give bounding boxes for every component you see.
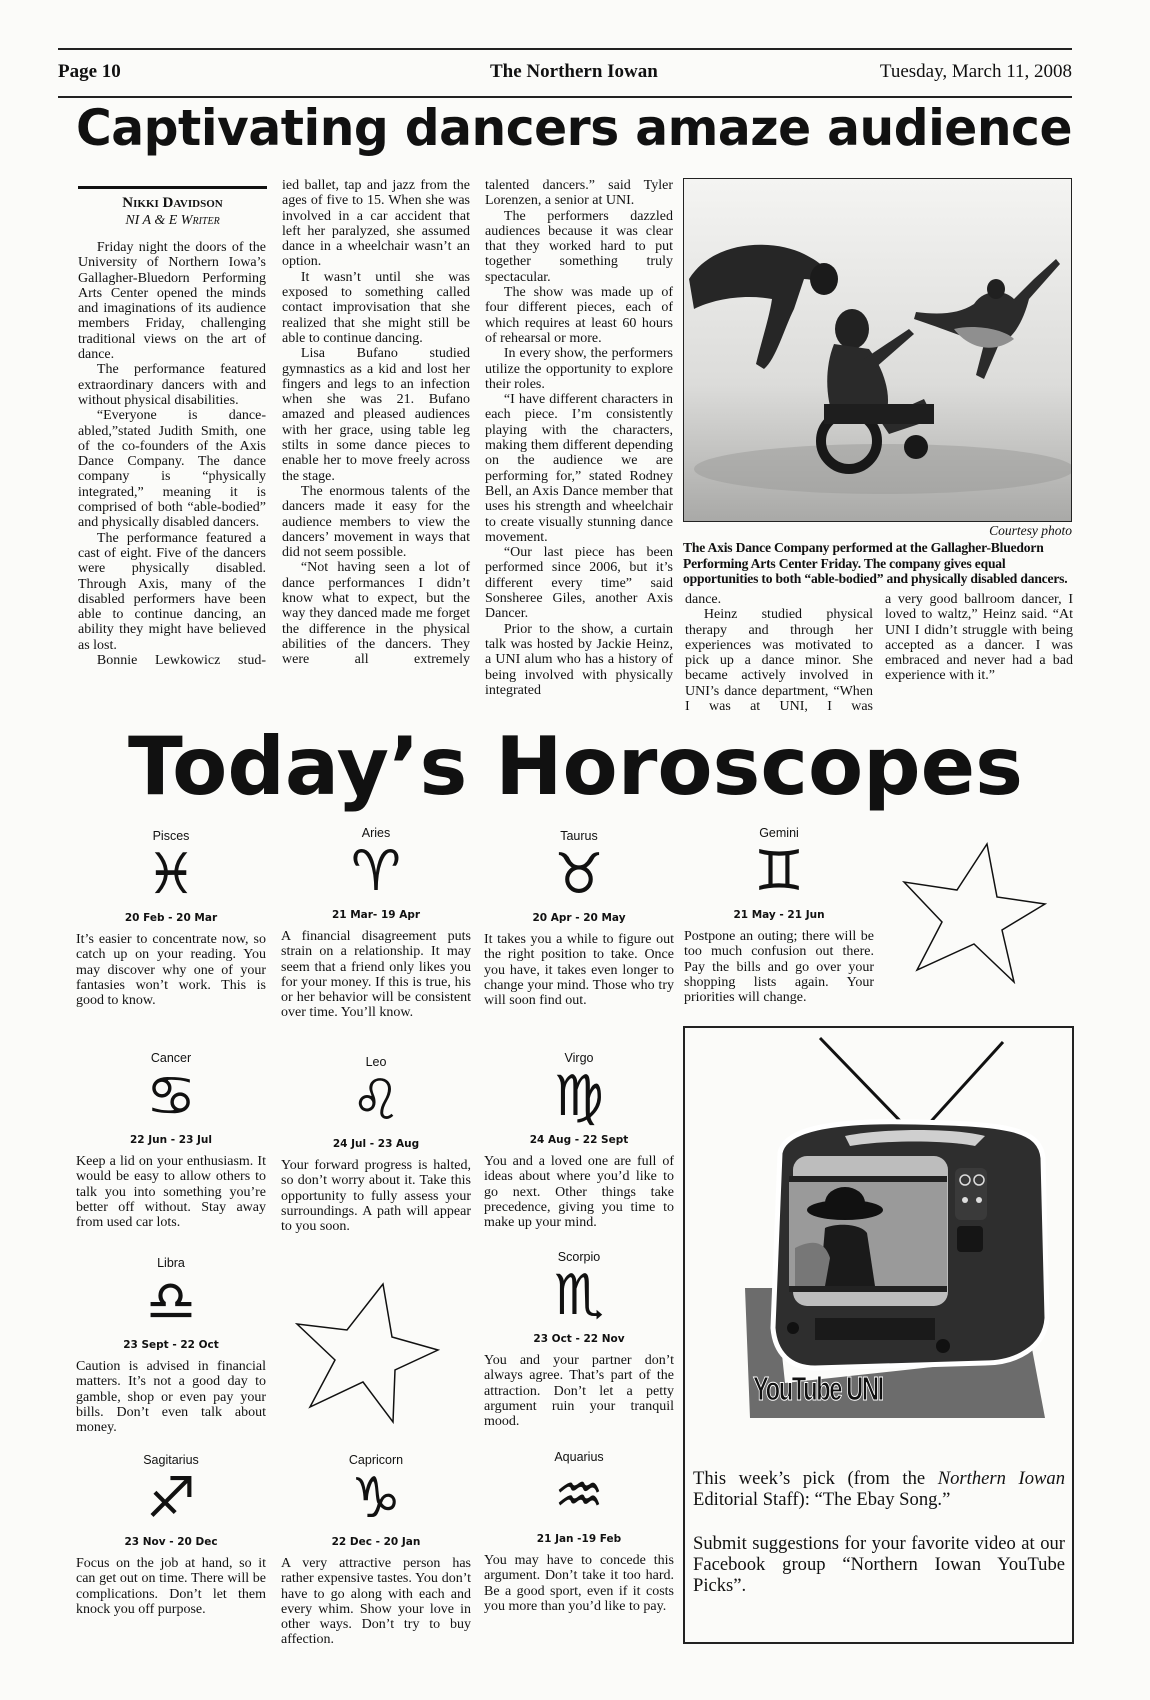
newspaper-name: The Northern Iowan [490,61,658,82]
horoscope-pisces [76,829,266,1008]
youtube-uni-box [683,1026,1074,1644]
star-icon [902,842,1047,984]
sign-name: Leo [365,1055,387,1069]
sign-name: Cancer [150,1051,192,1065]
aquarius-icon: ♒︎ [553,1463,605,1528]
horoscope-capricorn [281,1453,471,1648]
paragraph: a very good ballroom dancer, I loved to waltz,” Heinz said. “At UNI I didn’t struggle with being accepted as a dancer. I was embraced and never had a bad experience with it.” [885,592,1073,684]
paragraph: The enormous talents of the dancers made it easy for the audience members to view the dancers’ movement in ways that did not seem possible. [282,483,470,561]
article-column-1 [78,240,266,668]
sign-dates: 21 May - 21 Jun [733,909,825,921]
horoscope-taurus [484,829,674,1008]
scorpio-icon: ♏︎ [553,1263,605,1328]
paragraph: Friday night the doors of the University of Northern Iowa’s Gallagher-Bluedorn Performing Arts Center opened the minds and imaginations of its audience members Friday, challenging traditional views on the art of dance. [78,240,266,363]
pick-prefix: This week’s pick (from the [693,1468,938,1489]
sign-dates: 22 Jun - 23 Jul [129,1134,213,1146]
paragraph: talented dancers.” said Tyler Lorenzen, a senior at UNI. [485,178,673,209]
sign-text: Keep a lid on your enthusiasm. It would be easy to allow others to talk you into something you’re better off without. Stay away from used car lots. [76,1154,266,1231]
weekly-pick-text [693,1468,1065,1510]
sign-name: Aries [361,826,391,840]
sign-dates: 21 Mar- 19 Apr [331,909,421,921]
sign-text: You may have to concede this argument. Don’t take it too hard. Be a good sport, even if it costs you more than you’d like to pay. [484,1553,674,1614]
libra-icon: ♎︎ [145,1269,197,1334]
cancer-icon: ♋︎ [145,1064,197,1129]
sign-dates: 23 Sept - 22 Oct [123,1339,219,1351]
horoscope-cancer [76,1051,266,1230]
dance-photo [683,178,1072,522]
taurus-icon: ♉︎ [553,842,605,907]
sign-text: Postpone an outing; there will be too much confusion out there. Pay the bills and go over your shopping lists again. Your priorities will change. [684,929,874,1006]
capricorn-icon: ♑︎ [350,1466,402,1531]
sign-name: Libra [157,1256,185,1270]
article-column-5 [885,592,1073,684]
horoscopes-title: Today’s Horoscopes [128,720,1023,813]
paragraph: “Everyone is dance-abled,”stated Judith Smith, one of the co-founders of the Axis Dance Company. The dance company is “physically integrated,” meaning it is comprised of both “able-bodied” and physically disabled dancers. [78,408,266,531]
sign-text: You and a loved one are full of ideas about where you’d like to go next. Other things take precedence, giving you time to make up your mind. [484,1154,674,1231]
paragraph: “Not having seen a lot of dance performances I didn’t know what to expect, but the way they danced made me forget the difference in the physical abilities of the dancers. They were all extremely [282,560,470,668]
horoscope-aries [281,826,471,1021]
paragraph: Heinz studied physical therapy and through her experiences was motivated to pick up a dance minor. She became actively involved in UNI’s dance department, “When I was at UNI, I was [685,607,873,715]
youtube-uni-logo: YouTube UNI [753,1370,883,1407]
sign-dates: 21 Jan -19 Feb [536,1533,622,1545]
horoscope-gemini [684,826,874,1005]
dancers-image [684,179,1071,521]
sign-dates: 20 Apr - 20 May [532,912,626,924]
article-column-4 [685,592,873,714]
sign-name: Aquarius [554,1450,604,1464]
header-top-rule [58,48,1072,50]
sign-name: Gemini [759,826,799,840]
pick-suffix: Editorial Staff): “The Ebay Song.” [693,1489,951,1510]
star-icon [295,1282,440,1424]
byline-role: NI A & E Writer [125,213,220,228]
sign-text: Caution is advised in financial matters. It’s not a good day to gamble, shop or even pay your bills. Don’t even talk about money. [76,1359,266,1436]
sign-text: Focus on the job at hand, so it can get out on time. There will be complications. Don’t let them knock you off purpose. [76,1556,266,1617]
sign-name: Pisces [152,829,190,843]
paragraph: “Our last piece has been performed since 2006, but it’s different every time” said Sonsheree Giles, another Axis Dancer. [485,545,673,622]
sign-dates: 22 Dec - 20 Jan [331,1536,421,1548]
horoscope-scorpio [484,1250,674,1429]
submit-suggestions-text: Submit suggestions for your favorite video at our Facebook group “Northern Iowan YouTube Picks”. [693,1533,1065,1596]
paragraph: “I have different characters in each piece. I’m consistently playing with the characters, making them different depending on the audience we are performing for,” stated Rodney Bell, an Axis Dance member that uses his strength and wheelchair to create visually stunning dance movement. [485,392,673,545]
gemini-icon: ♊︎ [753,839,805,904]
sign-dates: 20 Feb - 20 Mar [124,912,218,924]
sign-name: Taurus [560,829,598,843]
sign-text: It takes you a while to figure out the right position to take. Once you have, it takes even longer to change your mind. Those who try will soon find out. [484,932,674,1009]
horoscope-aquarius [484,1450,674,1614]
article-headline: Captivating dancers amaze audience [76,99,1072,157]
sign-dates: 23 Oct - 22 Nov [533,1333,625,1345]
pisces-icon: ♓︎ [145,842,197,907]
byline-name: Nikki Davidson [122,195,223,211]
sign-dates: 24 Jul - 23 Aug [332,1138,420,1150]
aries-icon: ♈︎ [350,839,402,904]
page-number: Page 10 [58,61,121,82]
photo-caption: The Axis Dance Company performed at the Gallagher-Bluedorn Performing Arts Center Friday. The company gives equal opportunities to both “able-bodied” and physically disabled dancers. [683,540,1068,586]
paragraph: Bonnie Lewkowicz stud- [96,653,266,669]
paragraph: The performance featured a cast of eight. Five of the dancers were physically disabled. Through Axis, many of the disabled performers have been able to continue dancing, an ability they might have believed as lost. [78,530,266,653]
sign-text: A financial disagreement puts strain on a relationship. It may seem that a friend only likes you for your money. If this is true, his or her behavior will be consistent over time. You’ll know. [281,929,471,1021]
paragraph: The performers dazzled audiences because it was clear that they worked hard to put together something truly spectacular. [485,208,673,285]
sign-text: A very attractive person has rather expensive tastes. You don’t have to go along with each and every whim. Show your love in other ways. Don’t try to buy affection. [281,1556,471,1648]
sign-name: Capricorn [348,1453,404,1467]
horoscope-sagittarius [76,1453,266,1617]
sign-text: It’s easier to concentrate now, so catch up on your reading. You may discover why one of your fantasies won’t work. This is good to know. [76,932,266,1009]
paragraph: In every show, the performers utilize the opportunity to explore their roles. [485,346,673,392]
paragraph: It wasn’t until she was exposed to something called contact improvisation that she realized that she might still be able to continue dancing. [282,269,470,346]
sign-dates: 24 Aug - 22 Sept [529,1134,629,1146]
sign-name: Scorpio [557,1250,601,1264]
horoscope-virgo [484,1051,674,1230]
paragraph: dance. [685,592,722,607]
issue-date: Tuesday, March 11, 2008 [879,61,1072,82]
horoscope-libra [76,1256,266,1435]
virgo-icon: ♍︎ [553,1064,605,1129]
paragraph: The performance featured extraordinary dancers with and without physical disabilities. [78,362,266,408]
paragraph: Prior to the show, a curtain talk was hosted by Jackie Heinz, a UNI alum who has a history of being involved with physically integrated [485,621,673,698]
paragraph: Lisa Bufano studied gymnastics as a kid and lost her fingers and legs to an infection when she was 21. Bufano amazed and pleased audiences with her grace, using table leg stilts in some dance pieces to enable her to move freely across the stage. [282,346,470,484]
paragraph: The show was made up of four different pieces, each of which requires at least 60 hours of rehearsal or more. [485,285,673,346]
sign-dates: 23 Nov - 20 Dec [124,1536,218,1548]
article-column-3 [485,178,673,698]
sagittarius-icon: ♐︎ [145,1466,197,1531]
photo-credit: Courtesy photo [989,523,1072,538]
sign-text: You and your partner don’t always agree. That’s part of the attraction. Don’t let a petty argument ruin your tranquil mood. [484,1353,674,1430]
sign-name: Sagitarius [143,1453,199,1467]
article-column-2 [282,178,470,668]
pick-paper-name: Northern Iowan [937,1468,1065,1489]
paragraph: ied ballet, tap and jazz from the ages of five to 15. When she was involved in a car accident that left her paralyzed, she assumed dance in a wheelchair wasn’t an option. [282,178,470,270]
sign-name: Virgo [564,1051,594,1065]
byline-rule [78,186,267,189]
leo-icon: ♌︎ [350,1068,402,1133]
horoscope-leo [281,1055,471,1234]
sign-text: Your forward progress is halted, so don’t worry about it. Take this opportunity to fully assess your surroundings. A path will appear to you soon. [281,1158,471,1235]
